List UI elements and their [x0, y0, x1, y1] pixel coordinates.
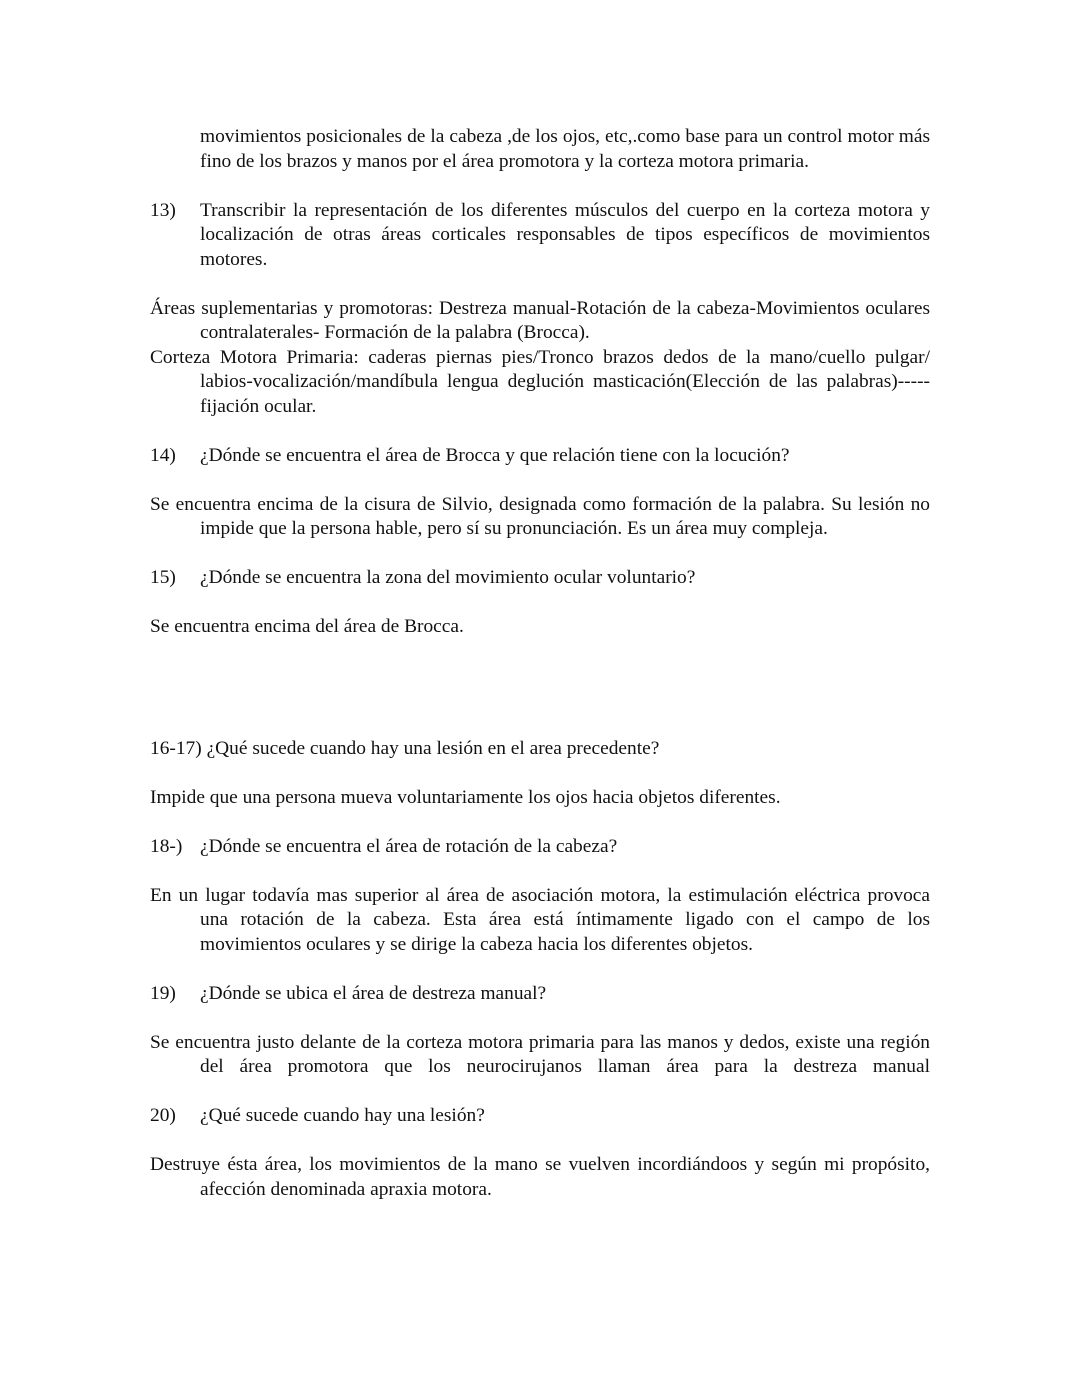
question-text: ¿Qué sucede cuando hay una lesión? [200, 1105, 485, 1126]
question-14 [150, 444, 930, 469]
answer-14: Se encuentra encima de la cisura de Silvio, designada como formación de la palabra. Su lesión no impide que la persona hable, pero sí su pronunciación. Es un área muy compleja. [150, 493, 930, 539]
question-number: 18-) [150, 835, 183, 857]
answer-19: Se encuentra justo delante de la corteza motora primaria para las manos y dedos, existe una región del área promotora que los neurocirujanos llaman área para la destreza manual [150, 1031, 930, 1077]
question-number: 16-17) [150, 737, 202, 759]
question-number: 14) [150, 444, 176, 466]
question-19 [150, 982, 930, 1007]
question-text: ¿Dónde se encuentra el área de Brocca y que relación tiene con la locución? [200, 444, 790, 466]
question-18 [150, 835, 930, 860]
question-text: ¿Dónde se encuentra la zona del movimiento ocular voluntario? [200, 567, 696, 588]
answer-16-17: Impide que una persona mueva voluntariamente los ojos hacia objetos diferentes. [150, 786, 781, 808]
question-15 [150, 566, 930, 591]
question-13 [150, 199, 930, 273]
document-page [150, 125, 930, 1202]
question-text: ¿Qué sucede cuando hay una lesión en el area precedente? [206, 737, 660, 759]
answer-18: En un lugar todavía mas superior al área de asociación motora, la estimulación eléctrica provoca una rotación de la cabeza. Esta área está íntimamente ligado con el campo de los movimientos oculares y se dirige la cabeza hacia los diferentes objetos. [150, 884, 930, 955]
answer-corteza-motora-primaria: Corteza Motora Primaria: caderas piernas pies/Tronco brazos dedos de la mano/cuello pulgar/ labios-vocalización/mandíbula lengua deglución masticación(Elección de las palabras)-----fijación ocular. [150, 346, 930, 417]
question-16-17 [150, 737, 930, 762]
answer-20: Destruye ésta área, los movimientos de la mano se vuelven incordiándoos y según mi propósito, afección denominada apraxia motora. [150, 1154, 930, 1200]
question-text: ¿Dónde se encuentra el área de rotación de la cabeza? [200, 835, 618, 857]
question-number: 13) [150, 199, 176, 221]
question-text: Transcribir la representación de los diferentes músculos del cuerpo en la corteza motora y localización de otras áreas corticales responsables de tipos específicos de movimientos motores. [200, 199, 930, 270]
question-number: 19) [150, 982, 176, 1004]
question-20 [150, 1104, 930, 1129]
question-number: 20) [150, 1105, 176, 1126]
continuation-paragraph: movimientos posicionales de la cabeza ,de los ojos, etc,.como base para un control motor más fino de los brazos y manos por el área promotora y la corteza motora primaria. [200, 126, 930, 172]
question-number: 15) [150, 567, 176, 588]
answer-areas-suplementarias: Áreas suplementarias y promotoras: Destreza manual-Rotación de la cabeza-Movimientos oculares contralaterales- Formación de la palabra (Brocca). [150, 297, 930, 343]
question-text: ¿Dónde se ubica el área de destreza manual? [200, 982, 547, 1004]
answer-15: Se encuentra encima del área de Brocca. [150, 616, 464, 637]
